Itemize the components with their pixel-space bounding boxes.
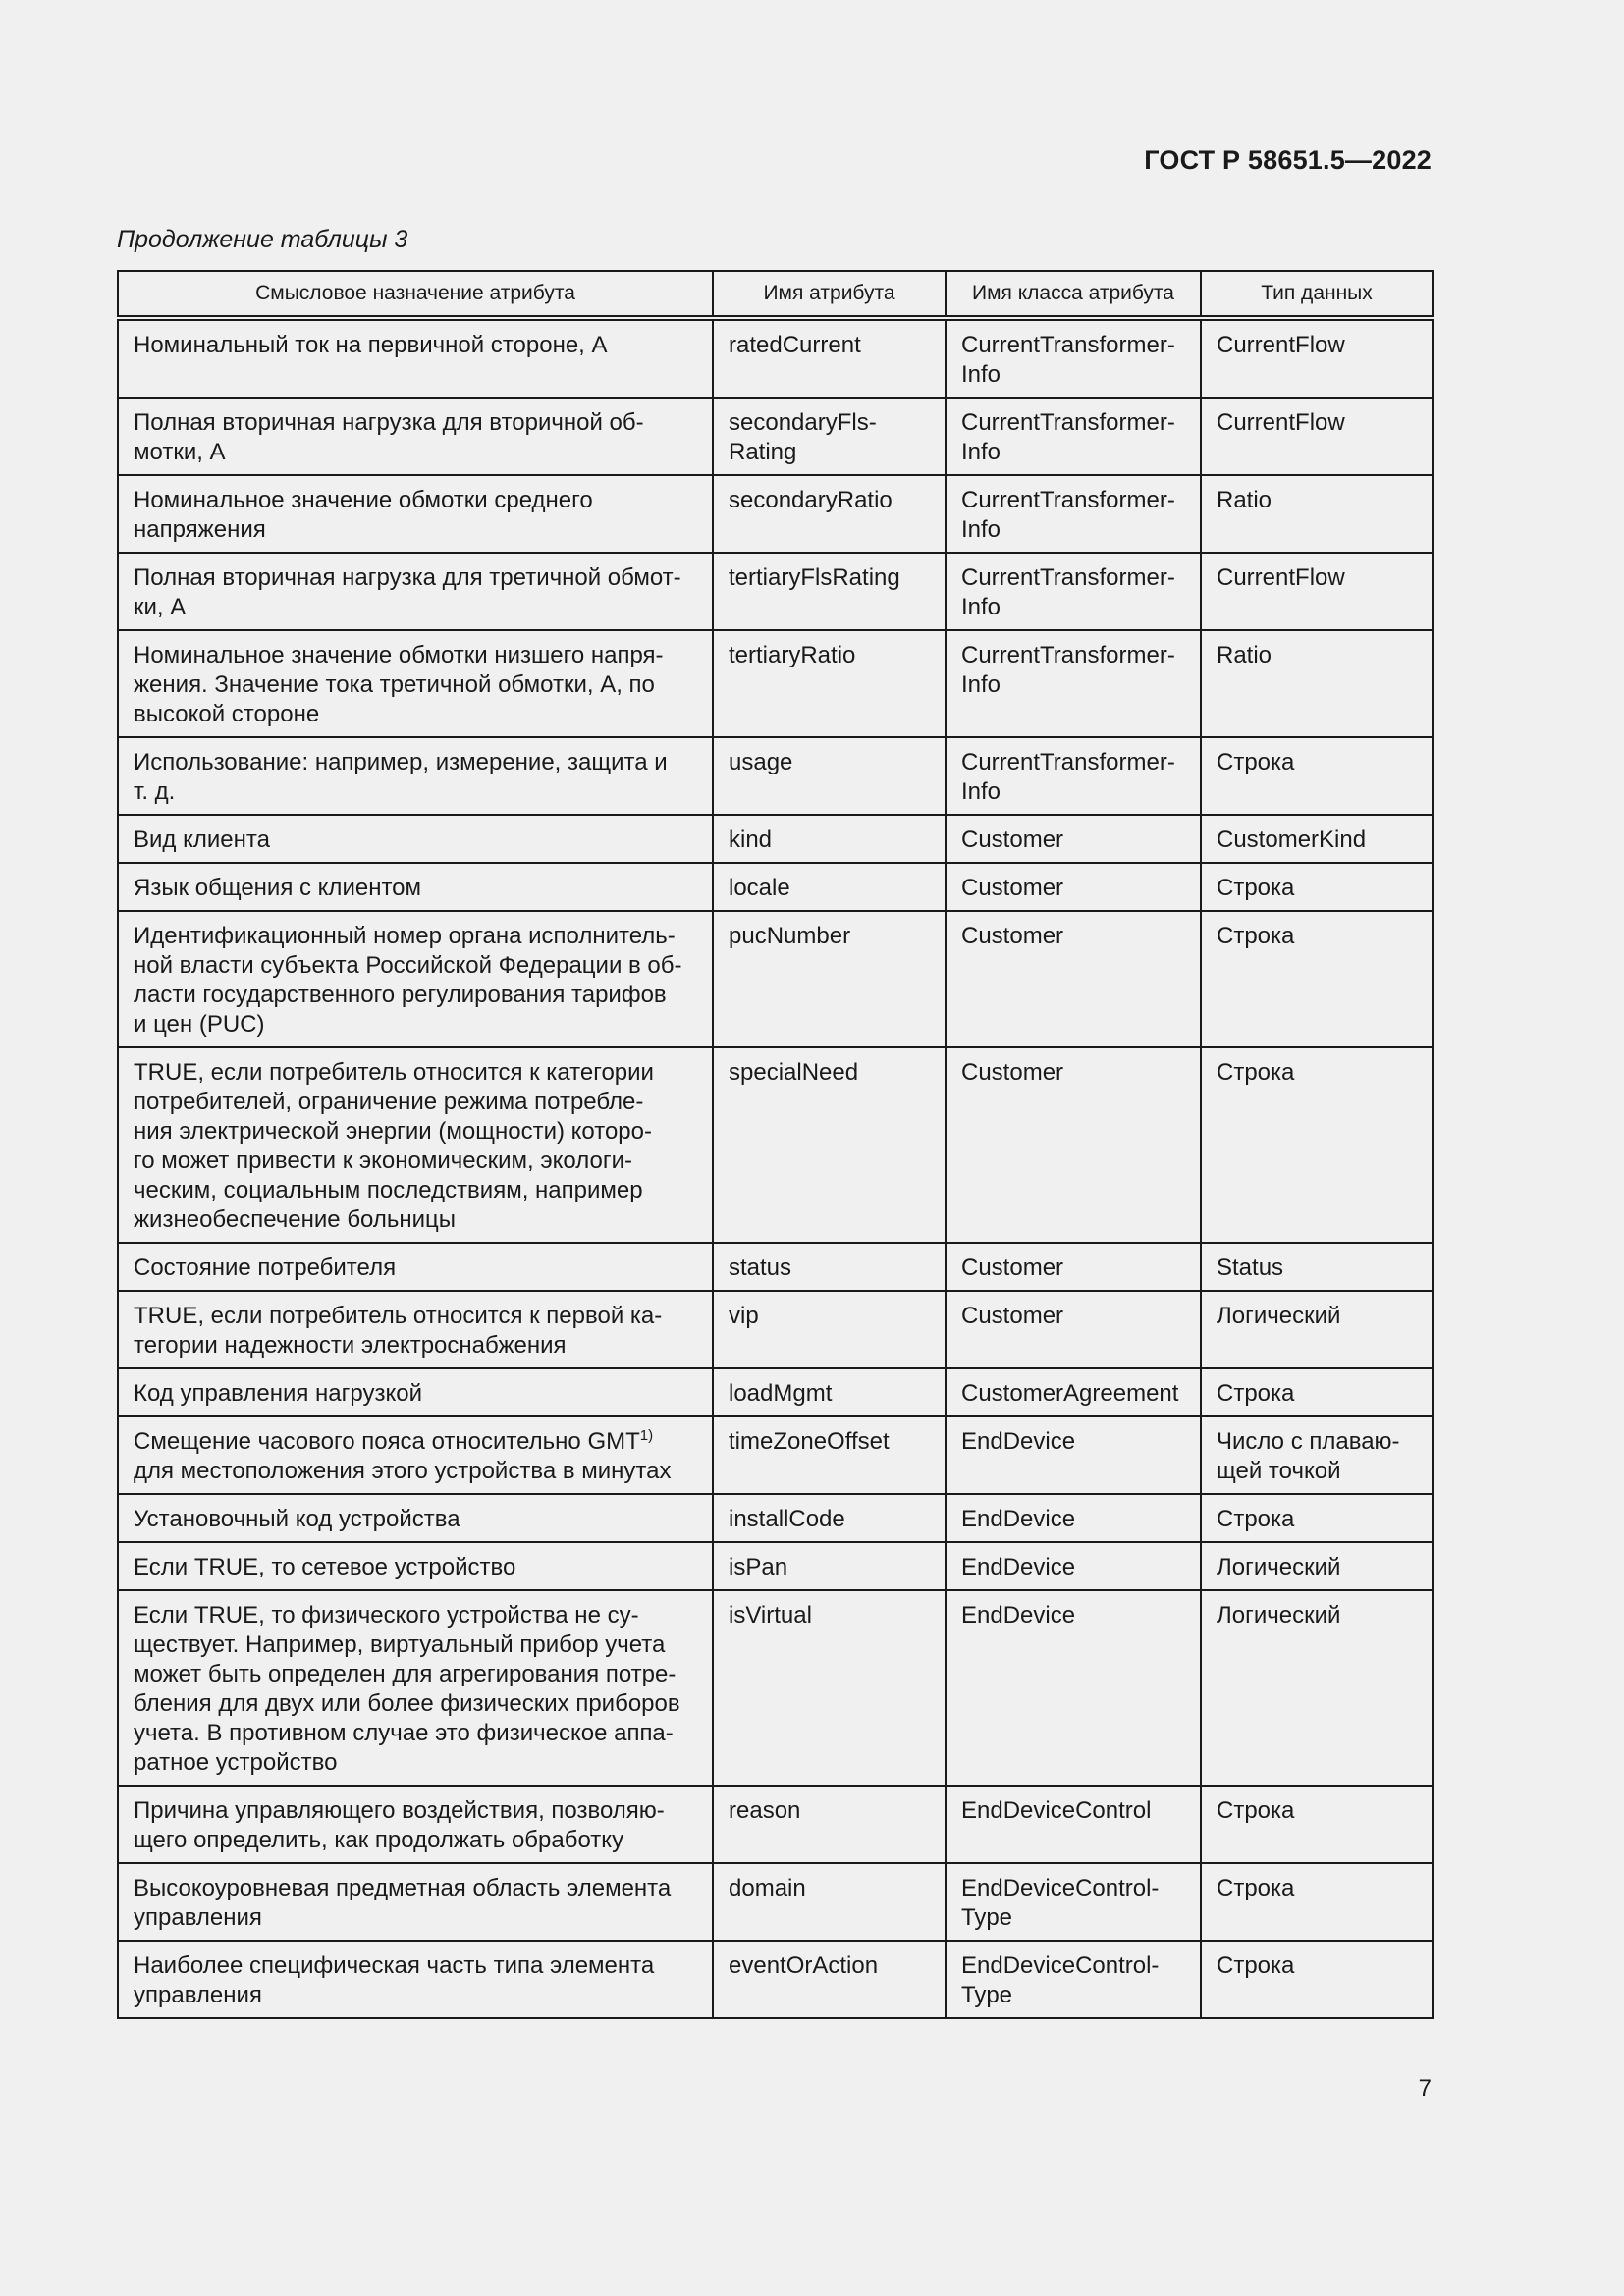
cell-attribute-class: Customer xyxy=(946,815,1201,863)
table-row xyxy=(118,1941,1433,2018)
cell-attribute-class: EndDeviceControl- Type xyxy=(946,1863,1201,1941)
cell-attribute-class: Customer xyxy=(946,863,1201,911)
footnote-marker: 1) xyxy=(639,1427,654,1444)
table-row xyxy=(118,1590,1433,1786)
table-row xyxy=(118,398,1433,475)
cell-purpose-text: Наиболее специфическая часть типа элемента управления xyxy=(134,1952,655,2008)
table-caption: Продолжение таблицы 3 xyxy=(117,226,408,253)
cell-purpose-text: Язык общения с клиентом xyxy=(134,875,422,901)
cell-data-type: CurrentFlow xyxy=(1201,553,1433,630)
cell-data-type: Строка xyxy=(1201,1863,1433,1941)
table-header-row xyxy=(118,271,1433,318)
cell-purpose xyxy=(118,1494,713,1542)
cell-purpose xyxy=(118,475,713,553)
cell-attribute-class: CustomerAgreement xyxy=(946,1368,1201,1416)
cell-data-type: Status xyxy=(1201,1243,1433,1291)
cell-data-type: Строка xyxy=(1201,863,1433,911)
table-row xyxy=(118,1416,1433,1494)
table-row xyxy=(118,630,1433,737)
attributes-table xyxy=(117,270,1434,2019)
cell-attribute-class: Customer xyxy=(946,1243,1201,1291)
cell-purpose-text: Если TRUE, то сетевое устройство xyxy=(134,1554,516,1580)
cell-attribute-class: EndDevice xyxy=(946,1542,1201,1590)
table-row xyxy=(118,1863,1433,1941)
cell-purpose-text: Вид клиента xyxy=(134,827,270,853)
column-header-attribute-name: Имя атрибута xyxy=(713,271,946,318)
cell-attribute-name: usage xyxy=(713,737,946,815)
cell-attribute-name: timeZoneOffset xyxy=(713,1416,946,1494)
cell-attribute-class: EndDeviceControl- Type xyxy=(946,1941,1201,2018)
cell-attribute-name: eventOrAction xyxy=(713,1941,946,2018)
cell-attribute-class: CurrentTransformer- Info xyxy=(946,553,1201,630)
cell-purpose xyxy=(118,1368,713,1416)
cell-purpose xyxy=(118,863,713,911)
cell-attribute-name: installCode xyxy=(713,1494,946,1542)
table-row xyxy=(118,863,1433,911)
cell-purpose xyxy=(118,1416,713,1494)
cell-data-type: Ratio xyxy=(1201,630,1433,737)
cell-data-type: Строка xyxy=(1201,1368,1433,1416)
cell-purpose xyxy=(118,911,713,1047)
cell-purpose-text: Номинальное значение обмотки среднего напряжения xyxy=(134,487,593,543)
cell-attribute-name: isVirtual xyxy=(713,1590,946,1786)
cell-purpose-text: Причина управляющего воздействия, позволяю- щего определить, как продолжать обработку xyxy=(134,1797,665,1853)
cell-data-type: CustomerKind xyxy=(1201,815,1433,863)
cell-purpose-text: Полная вторичная нагрузка для вторичной об- мотки, А xyxy=(134,409,644,465)
page-number: 7 xyxy=(1418,2075,1432,2102)
table-row xyxy=(118,1542,1433,1590)
cell-attribute-class: CurrentTransformer- Info xyxy=(946,737,1201,815)
table-row xyxy=(118,1368,1433,1416)
cell-attribute-class: Customer xyxy=(946,1047,1201,1243)
cell-attribute-class: CurrentTransformer- Info xyxy=(946,398,1201,475)
cell-attribute-name: vip xyxy=(713,1291,946,1368)
table-row xyxy=(118,911,1433,1047)
cell-attribute-class: EndDevice xyxy=(946,1416,1201,1494)
cell-purpose xyxy=(118,398,713,475)
cell-attribute-class: CurrentTransformer- Info xyxy=(946,318,1201,398)
cell-attribute-name: tertiaryRatio xyxy=(713,630,946,737)
cell-attribute-name: pucNumber xyxy=(713,911,946,1047)
table-row xyxy=(118,737,1433,815)
cell-purpose xyxy=(118,1291,713,1368)
cell-data-type: CurrentFlow xyxy=(1201,318,1433,398)
cell-purpose-text: Номинальный ток на первичной стороне, А xyxy=(134,332,608,358)
cell-attribute-name: loadMgmt xyxy=(713,1368,946,1416)
cell-data-type: Строка xyxy=(1201,1786,1433,1863)
cell-purpose-text: Установочный код устройства xyxy=(134,1506,460,1532)
cell-purpose xyxy=(118,1047,713,1243)
cell-attribute-name: specialNeed xyxy=(713,1047,946,1243)
cell-data-type: Логический xyxy=(1201,1590,1433,1786)
column-header-attribute-class: Имя класса атрибута xyxy=(946,271,1201,318)
cell-purpose-text: Если TRUE, то физического устройства не су- ществует. Например, виртуальный прибор учета может быть определен для агрегирования потре- бления для двух или более физических приборов учета. В противном случае это физическое аппа- ратное устройство xyxy=(134,1602,680,1776)
cell-purpose-text: Номинальное значение обмотки низшего напря- жения. Значение тока третичной обмотки, А, по высокой стороне xyxy=(134,642,664,727)
cell-attribute-name: ratedCurrent xyxy=(713,318,946,398)
cell-data-type: Логический xyxy=(1201,1291,1433,1368)
cell-purpose-text-tail: для местоположения этого устройства в минутах xyxy=(134,1458,672,1484)
cell-attribute-class: EndDeviceControl xyxy=(946,1786,1201,1863)
cell-purpose xyxy=(118,1786,713,1863)
cell-data-type: Строка xyxy=(1201,1941,1433,2018)
table-body xyxy=(118,318,1433,2018)
cell-purpose-text: Смещение часового пояса относительно GMT xyxy=(134,1428,640,1455)
cell-purpose xyxy=(118,1941,713,2018)
cell-attribute-class: Customer xyxy=(946,911,1201,1047)
cell-purpose xyxy=(118,1542,713,1590)
cell-data-type: Строка xyxy=(1201,911,1433,1047)
cell-purpose xyxy=(118,553,713,630)
table-row xyxy=(118,318,1433,398)
cell-attribute-name: kind xyxy=(713,815,946,863)
table-row xyxy=(118,1494,1433,1542)
column-header-purpose: Смысловое назначение атрибута xyxy=(118,271,713,318)
cell-purpose-text: Полная вторичная нагрузка для третичной обмот- ки, А xyxy=(134,564,681,620)
table-row xyxy=(118,553,1433,630)
cell-attribute-class: CurrentTransformer- Info xyxy=(946,475,1201,553)
cell-attribute-name: isPan xyxy=(713,1542,946,1590)
cell-purpose xyxy=(118,1590,713,1786)
cell-data-type: Ratio xyxy=(1201,475,1433,553)
cell-purpose-text: Состояние потребителя xyxy=(134,1255,397,1281)
cell-purpose xyxy=(118,1863,713,1941)
table-row xyxy=(118,1786,1433,1863)
cell-purpose xyxy=(118,737,713,815)
cell-attribute-class: EndDevice xyxy=(946,1494,1201,1542)
cell-purpose-text: Идентификационный номер органа исполнитель- ной власти субъекта Российской Федерации в об- ласти государственного регулирования тарифов и цен (PUC) xyxy=(134,923,682,1038)
cell-data-type: Логический xyxy=(1201,1542,1433,1590)
cell-purpose xyxy=(118,630,713,737)
cell-purpose-text: Код управления нагрузкой xyxy=(134,1380,422,1407)
cell-data-type: Число с плаваю- щей точкой xyxy=(1201,1416,1433,1494)
cell-data-type: Строка xyxy=(1201,1494,1433,1542)
table-row xyxy=(118,475,1433,553)
cell-purpose-text: TRUE, если потребитель относится к категории потребителей, ограничение режима потребле- ния электрической энергии (мощности) которо- го может привести к экономическим, экологи- ческим, социальным последствиям, например жизнеобеспечение больницы xyxy=(134,1059,654,1233)
document-code: ГОСТ Р 58651.5—2022 xyxy=(1144,145,1432,175)
cell-data-type: Строка xyxy=(1201,737,1433,815)
cell-purpose xyxy=(118,318,713,398)
cell-attribute-name: secondaryRatio xyxy=(713,475,946,553)
table-row xyxy=(118,1047,1433,1243)
cell-attribute-class: CurrentTransformer- Info xyxy=(946,630,1201,737)
cell-data-type: Строка xyxy=(1201,1047,1433,1243)
cell-attribute-name: status xyxy=(713,1243,946,1291)
cell-attribute-class: Customer xyxy=(946,1291,1201,1368)
table-row xyxy=(118,1243,1433,1291)
table-row xyxy=(118,815,1433,863)
cell-data-type: CurrentFlow xyxy=(1201,398,1433,475)
cell-purpose-text: TRUE, если потребитель относится к первой ка- тегории надежности электроснабжения xyxy=(134,1303,663,1359)
column-header-data-type: Тип данных xyxy=(1201,271,1433,318)
cell-attribute-name: domain xyxy=(713,1863,946,1941)
cell-attribute-name: reason xyxy=(713,1786,946,1863)
cell-purpose xyxy=(118,1243,713,1291)
table-row xyxy=(118,1291,1433,1368)
cell-attribute-class: EndDevice xyxy=(946,1590,1201,1786)
cell-purpose-text: Использование: например, измерение, защита и т. д. xyxy=(134,749,668,805)
cell-purpose-text: Высокоуровневая предметная область элемента управления xyxy=(134,1875,672,1931)
cell-attribute-name: tertiaryFlsRating xyxy=(713,553,946,630)
cell-attribute-name: secondaryFls- Rating xyxy=(713,398,946,475)
cell-purpose xyxy=(118,815,713,863)
attributes-table-container xyxy=(117,270,1432,2019)
cell-attribute-name: locale xyxy=(713,863,946,911)
